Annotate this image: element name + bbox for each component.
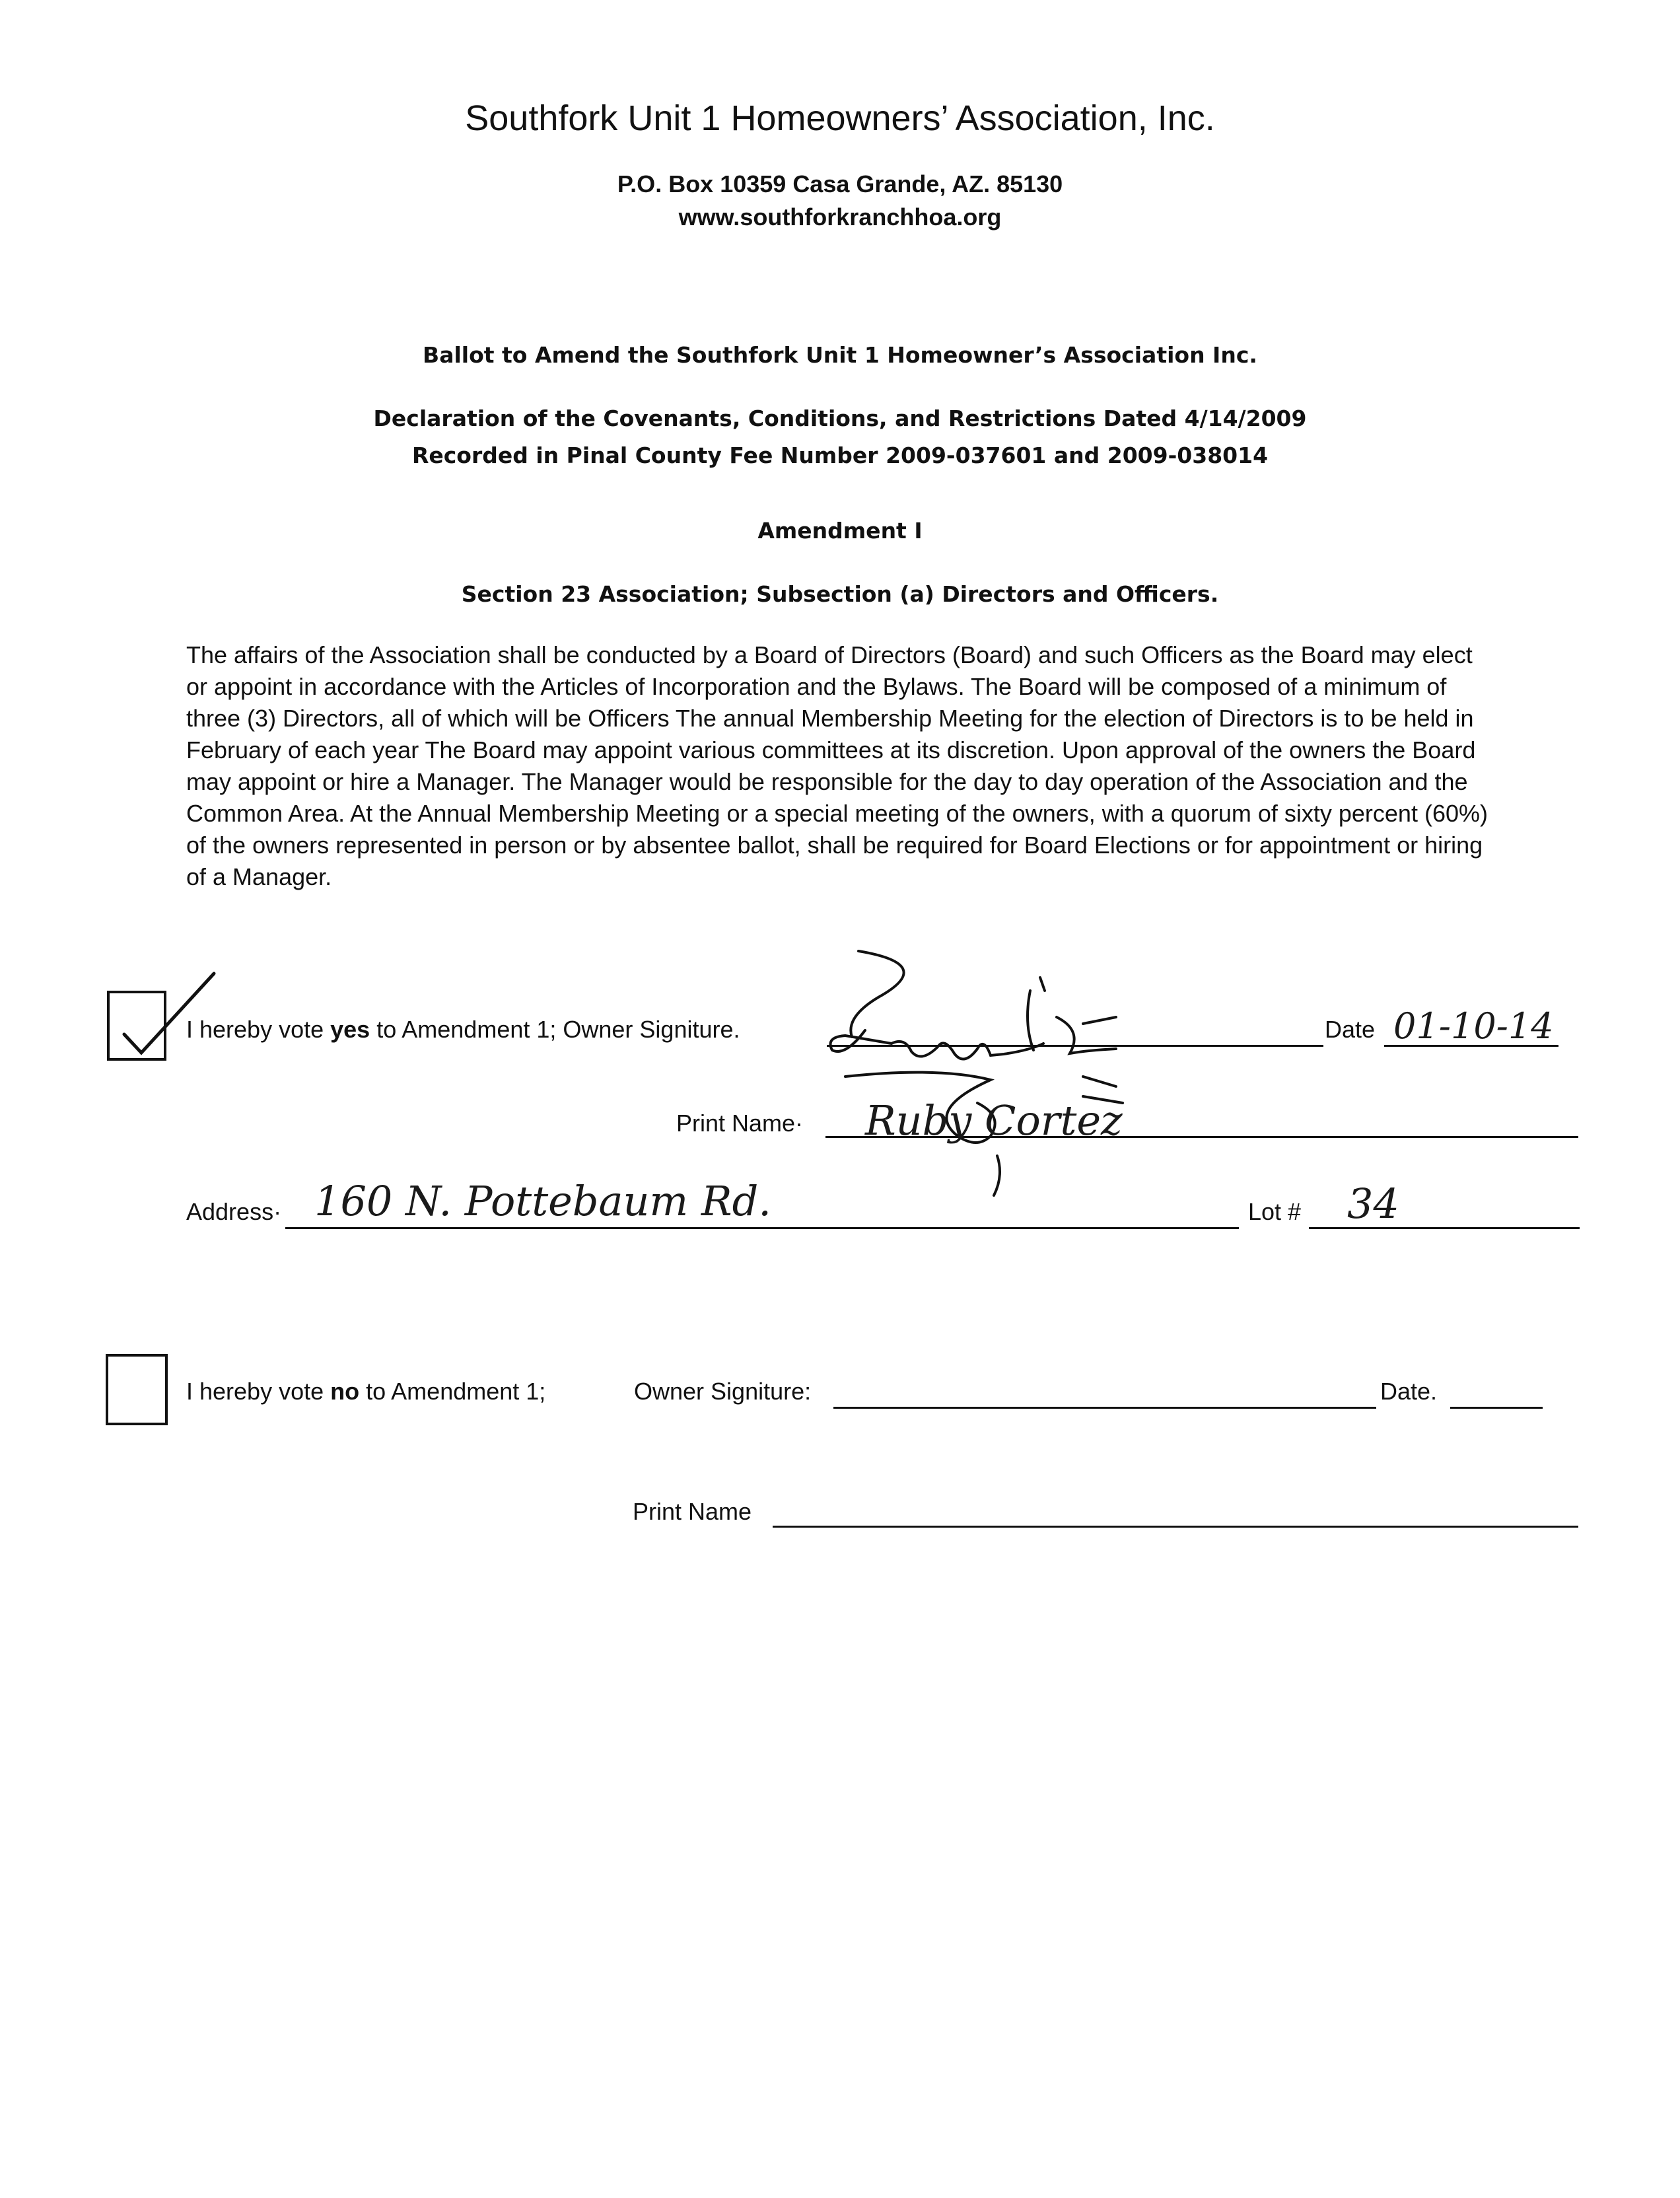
ballot-title: Ballot to Amend the Southfork Unit 1 Homeowner’s Association Inc.	[423, 342, 1257, 368]
yes-print-name-value: Ruby Cortez	[865, 1096, 1123, 1145]
yes-vote-prefix: I hereby vote	[186, 1016, 331, 1043]
no-vote-prefix: I hereby vote	[186, 1378, 331, 1405]
no-date-label: Date.	[1380, 1378, 1438, 1405]
association-address: P.O. Box 10359 Casa Grande, AZ. 85130	[617, 170, 1063, 197]
section-heading: Section 23 Association; Subsection (a) Directors and Officers.	[461, 581, 1219, 607]
lot-label: Lot #	[1248, 1198, 1302, 1225]
address-value: 160 N. Pottebaum Rd.	[314, 1177, 771, 1225]
declaration-line-1: Declaration of the Covenants, Conditions, and Restrictions Dated 4/14/2009	[373, 406, 1307, 431]
check-mark-icon	[110, 960, 228, 1066]
address-label: Address·	[186, 1198, 282, 1225]
no-print-name-field[interactable]	[773, 1526, 1578, 1528]
yes-vote-suffix: to Amendment 1; Owner Signiture.	[370, 1016, 740, 1043]
lot-value: 34	[1347, 1180, 1399, 1228]
yes-checkbox[interactable]	[107, 991, 166, 1061]
no-signature-field[interactable]	[833, 1407, 1376, 1409]
no-print-name-label: Print Name	[633, 1498, 752, 1525]
yes-emphasis: yes	[330, 1016, 370, 1043]
yes-vote-label	[186, 1016, 740, 1044]
no-checkbox[interactable]	[106, 1354, 168, 1425]
yes-date-value: 01-10-14	[1393, 1005, 1554, 1047]
no-emphasis: no	[330, 1378, 360, 1405]
no-vote-label	[186, 1378, 545, 1405]
association-name: Southfork Unit 1 Homeowners’ Association, Inc.	[465, 98, 1215, 138]
amendment-text	[186, 639, 1494, 893]
no-vote-suffix: to Amendment 1;	[359, 1378, 546, 1405]
yes-print-name-label: Print Name·	[676, 1110, 804, 1137]
amendment-heading: Amendment I	[757, 518, 923, 544]
declaration-line-2: Recorded in Pinal County Fee Number 2009-037601 and 2009-038014	[411, 443, 1269, 468]
amendment-paragraph: The affairs of the Association shall be conducted by a Board of Directors (Board) and such Officers as the Board may elect or appoint in accordance with the Articles of Incorporation and the Bylaws. The Board will be composed of a minimum of three (3) Directors, all of which will be Officers The annual Membership Meeting for the election of Directors is to be held in February of each year The Board may appoint various committees at its discretion. Upon approval of the owners the Board may appoint or hire a Manager. The Manager would be responsible for the day to day operation of the Association and the Common Area. At the Annual Membership Meeting or a special meeting of the owners, with a quorum of sixty percent (60%) of the owners represented in person or by absentee ballot, shall be required for Board Elections or for appointment or hiring of a Manager.	[186, 641, 1488, 890]
address-field[interactable]	[285, 1227, 1239, 1229]
no-date-field[interactable]	[1450, 1407, 1543, 1409]
association-website: www.southforkranchhoa.org	[678, 203, 1002, 230]
yes-date-label: Date	[1325, 1016, 1376, 1043]
no-signature-label: Owner Signiture:	[634, 1378, 812, 1405]
owner-signature-image	[806, 938, 1202, 1209]
